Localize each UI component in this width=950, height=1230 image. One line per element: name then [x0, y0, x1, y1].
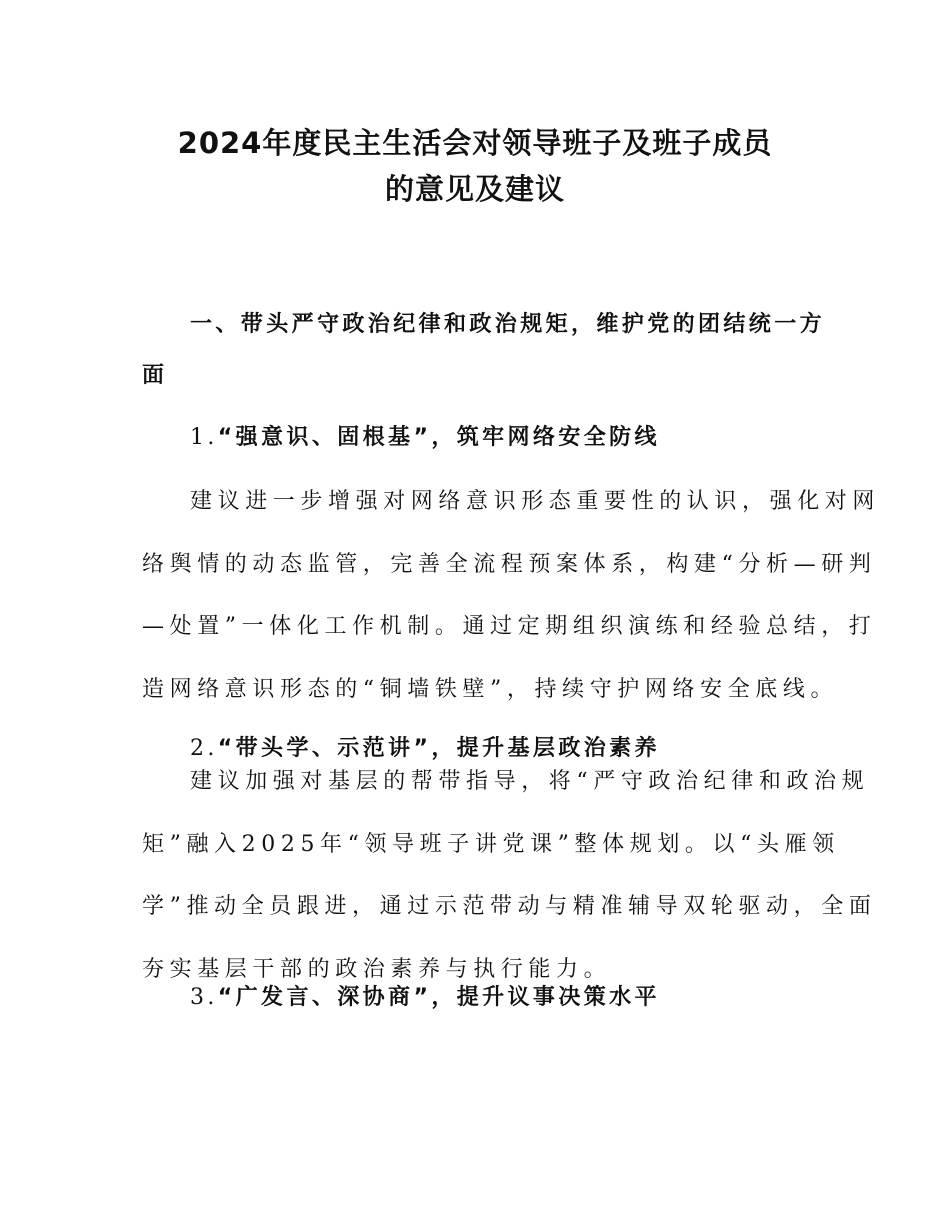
paragraph-line: 造网络意识形态的“铜墙铁壁”，持续守护网络安全底线。	[142, 676, 839, 702]
item-number: 3.	[190, 985, 218, 1010]
item-number: 1.	[190, 425, 218, 450]
item-heading-text: “带头学、示范讲”，提升基层政治素养	[217, 736, 660, 761]
paragraph-line: —处置”一体化工作机制。通过定期组织演练和经验总结，打	[142, 614, 877, 639]
paragraph-2	[142, 751, 877, 1001]
paragraph-line: 络舆情的动态监管，完善全流程预案体系，构建“分析—研判	[142, 551, 877, 577]
paragraph-line: 矩”融入2025年“领导班子讲党课”整体规划。以“头雁领	[142, 831, 840, 857]
item-heading-1	[142, 407, 812, 470]
paragraph-line: 建议进一步增强对网络意识形态重要性的认识，强化对网	[190, 489, 881, 514]
item-number: 2.	[190, 736, 218, 761]
paragraph-line: 夯实基层干部的政治素养与执行能力。	[142, 956, 612, 982]
paragraph-line: 建议加强对基层的帮带指导，将“严守政治纪律和政治规	[190, 769, 870, 794]
item-heading-text: “强意识、固根基”，筑牢网络安全防线	[217, 425, 660, 450]
heading-line: 一、带头严守政治纪律和政治规矩，维护党的团结统一方	[190, 312, 826, 337]
title-line: 的意见及建议	[384, 172, 565, 206]
heading-line: 面	[142, 362, 168, 388]
item-heading-3	[142, 967, 812, 1030]
paragraph-line: 学”推动全员跟进，通过示范带动与精准辅导双轮驱动，全面	[142, 894, 877, 919]
document-title	[0, 120, 950, 212]
item-heading-text: “广发言、深协商”，提升议事决策水平	[217, 985, 660, 1010]
section-heading-1	[142, 294, 826, 407]
paragraph-1	[142, 471, 881, 721]
title-line: 2024年度民主生活会对领导班子及班子成员	[177, 126, 773, 160]
